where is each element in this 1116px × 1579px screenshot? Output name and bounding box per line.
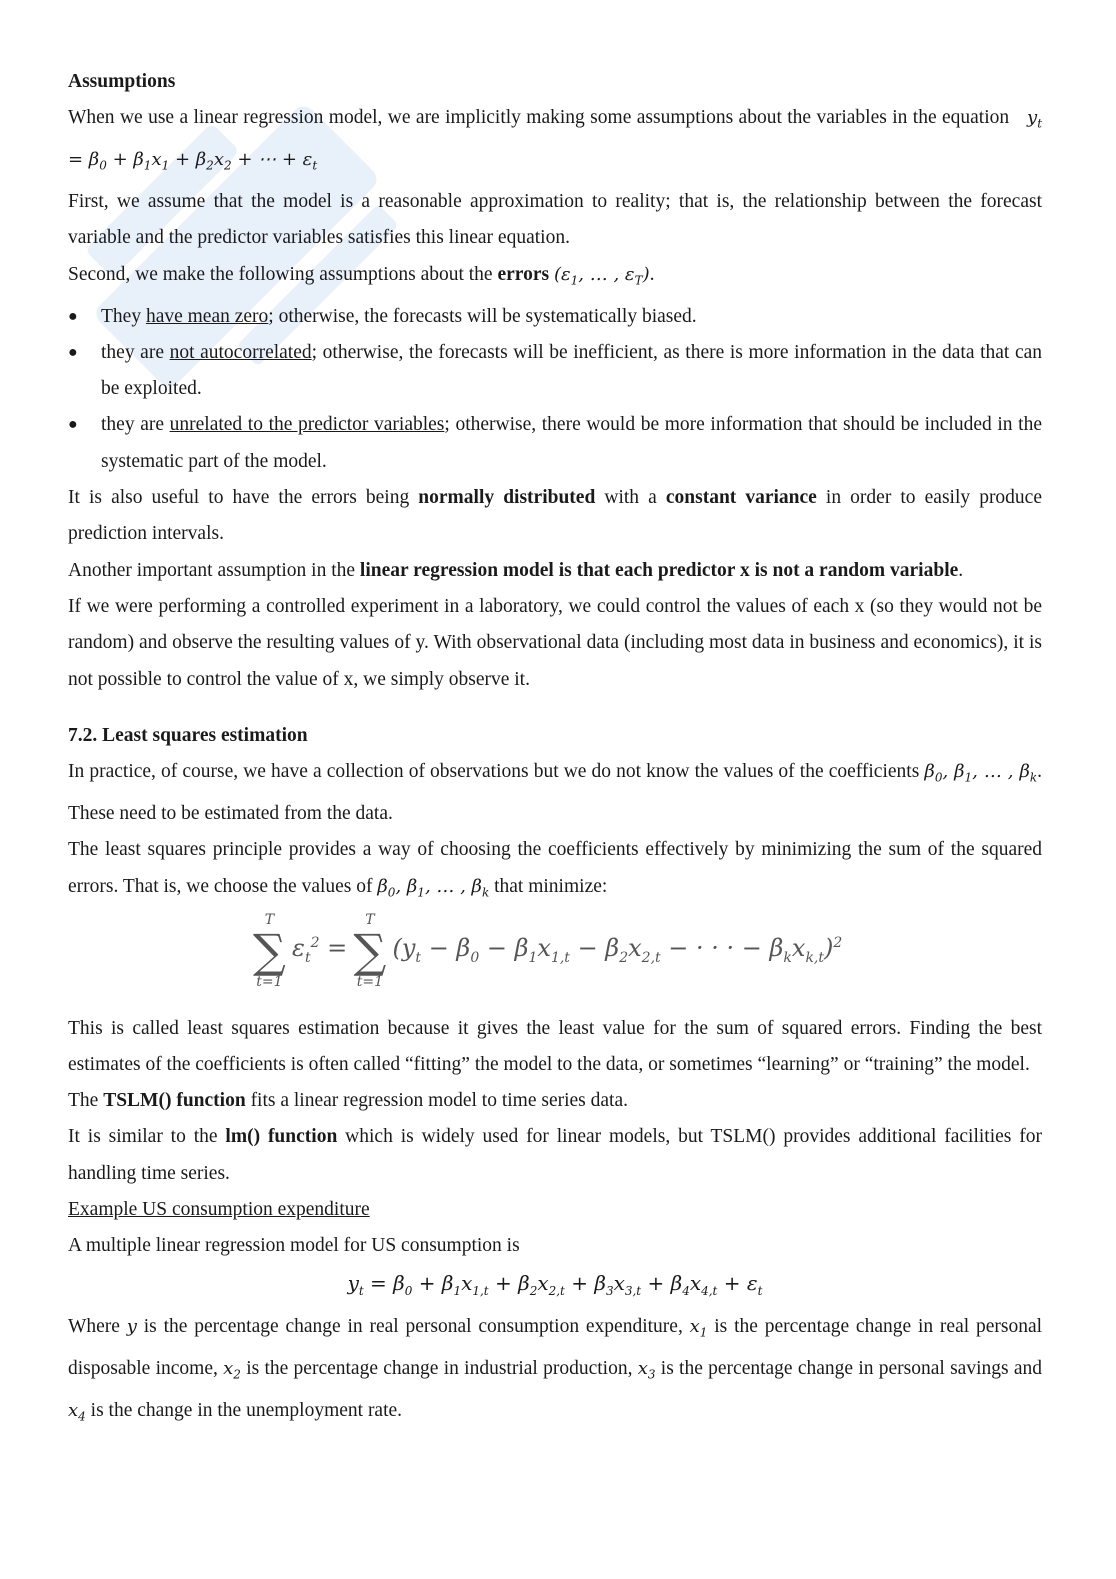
list-item: ● they are unrelated to the predictor variables; otherwise, there would be more information that should be included in the systematic part of the model.: [68, 407, 1042, 480]
tslm-paragraph: The TSLM() function fits a linear regression model to time series data.: [68, 1090, 628, 1112]
list-item: ● they are not autocorrelated; otherwise, the forecasts will be inefficient, as there is more information in the data that can be exploited.: [68, 335, 1042, 408]
variable-definitions: Where y is the percentage change in real personal consumption expenditure, $x_1$ is the percentage change in real personal disposable income, $x_2$ is the percentage change in industrial production, $x_3$ is the percentage change in personal savings and $x_4$ is the change in the unemployment rate.: [68, 1315, 1043, 1424]
lm-paragraph: It is similar to the lm() function which is widely used for linear models, but TSLM() provides additional facilities for handling time series.: [68, 1126, 1042, 1184]
assumption-second: Second, we make the following assumptions about the errors ($\varepsilon_1$, … , $\varepsilon_T$).: [68, 263, 655, 288]
error-assumptions-list: [68, 299, 1042, 480]
example-title: Example US consumption expenditure: [68, 1198, 370, 1220]
assumptions-heading: Assumptions: [68, 71, 176, 92]
us-consumption-equation: $y_t = \beta_0 + \beta_1x_{1,t} + \beta_2x_{2,t} + \beta_3x_{3,t} + \beta_4x_{4,t} + \varepsilon_t$: [347, 1270, 763, 1298]
lse-paragraph-1: In practice, of course, we have a collection of observations but we do not know the values of the coefficients $\beta_0$, $\beta_1$, … , $\beta_k$. These need to be estimated from the data.: [68, 761, 1043, 825]
experiment-paragraph: If we were performing a controlled experiment in a laboratory, we could control the values of each x (so they would not be random) and observe the resulting values of y. With observational data (including most data in business and economics), it is not possible to control the value of x, we simply observe it.: [68, 595, 1042, 690]
predictor-assumption-paragraph: Another important assumption in the linear regression model is that each predictor x is not a random variable.: [68, 559, 964, 581]
lse-heading: 7.2. Least squares estimation: [68, 724, 308, 746]
list-item: ● They have mean zero; otherwise, the forecasts will be systematically biased.: [68, 299, 1042, 335]
bullet-icon: ●: [68, 343, 78, 361]
document-page: [68, 64, 1042, 1435]
example-intro: A multiple linear regression model for US consumption is: [68, 1235, 520, 1257]
lse-paragraph-3: This is called least squares estimation because it gives the least value for the sum of squared errors. Finding the best estimates of the coefficients is often called “fitting” the model to the data, or sometimes “learning” or “training” the model.: [68, 1017, 1042, 1075]
bullet-icon: ●: [68, 416, 78, 434]
assumptions-intro: When we use a linear regression model, we are implicitly making some assumptions about the variables in the equation $y_t = \beta_0 + \beta_1x_1 + \beta_2x_2$ + ⋯ + $\varepsilon_t$: [68, 107, 1043, 173]
normal-variance-paragraph: It is also useful to have the errors being normally distributed with a constant variance in order to easily produce prediction intervals.: [68, 487, 1042, 545]
least-squares-equation: T ∑ t=1 $\varepsilon_t^2$ = T ∑ t=1 ($y_t - \beta_0 - \beta_1x_{1,t} - \beta_2x_{2,t}$ − · · · − $\beta_kx_{k,t})^2$: [253, 911, 843, 990]
bullet-icon: ●: [68, 307, 78, 325]
regression-equation: $y_t = \beta_0 + \beta_1x_1 + \beta_2x_2$ + ⋯ + $\varepsilon_t$: [68, 107, 1043, 173]
lse-paragraph-2: The least squares principle provides a way of choosing the coefficients effectively by minimizing the sum of the squared errors. That is, we choose the values of $\beta_0$, $\beta_1$, … , $\beta_k$ that minimize:: [68, 839, 1042, 900]
assumption-first: First, we assume that the model is a reasonable approximation to reality; that is, the relationship between the forecast variable and the predictor variables satisfies this linear equation.: [68, 191, 1042, 249]
